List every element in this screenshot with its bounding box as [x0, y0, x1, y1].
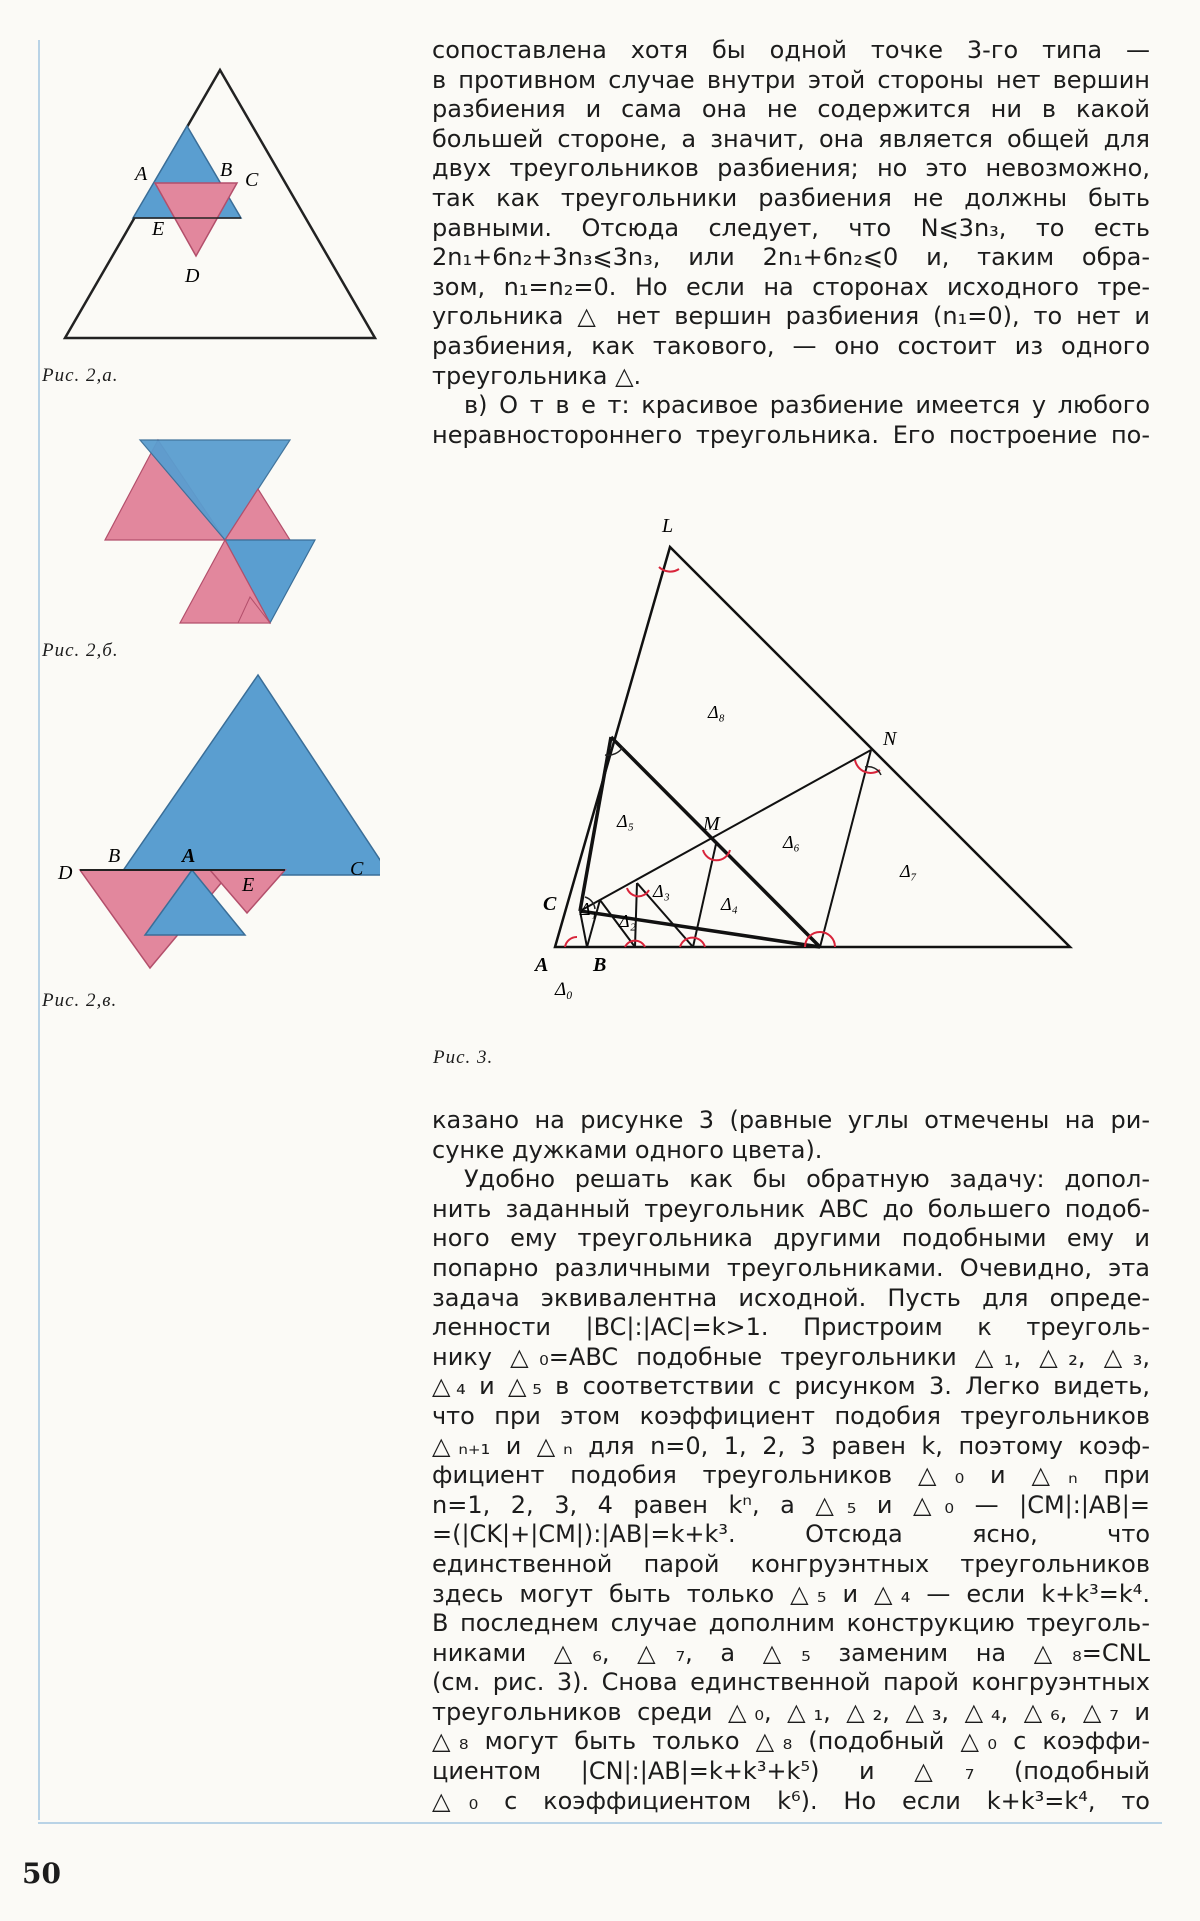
fig3-line-P-C: [580, 737, 611, 911]
fig3-label-delta8: Δ₈: [708, 702, 725, 722]
text-line: попарно различными треугольниками. Очевидно, эта: [432, 1253, 1150, 1282]
text-line: в противном случае внутри этой стороны нет вершин: [432, 65, 1150, 94]
fig3-label-B: B: [593, 954, 607, 976]
text-line: сунке дужками одного цвета).: [432, 1135, 823, 1164]
figure-2a: [55, 60, 385, 350]
text-line: что при этом коэффициент подобия треугольников: [432, 1401, 1150, 1430]
text-line: нить заданный треугольник ABC до большего подоб-: [432, 1194, 1150, 1223]
fig2a-caption: Рис. 2,а.: [42, 365, 119, 386]
page-frame-left: [38, 40, 40, 1820]
fig3-label-N: N: [883, 728, 897, 750]
fig3-label-delta6: Δ₆: [783, 832, 800, 852]
fig3-label-delta4: Δ₄: [721, 894, 738, 914]
text-line: циентом |CN|:|AB|=k+k³+k⁵) и △₇ (подобный: [432, 1757, 1150, 1786]
text-line: казано на рисунке 3 (равные углы отмечены на ри-: [432, 1106, 1150, 1134]
fig2c-label-B: B: [108, 845, 121, 867]
text-line: △₄ и △₅ в соответствии с рисунком 3. Легко видеть,: [432, 1372, 1150, 1401]
fig3-label-A: A: [535, 954, 549, 976]
figure-3: [525, 505, 1085, 1015]
fig2c-label-D: D: [58, 862, 73, 884]
text-line: единственной парой конгруэнтных треугольников: [432, 1549, 1150, 1578]
figure-2c: [50, 665, 380, 975]
fig3-label-delta1: Δ₁: [580, 899, 597, 919]
text-line: двух треугольников разбиения; но это невозможно,: [432, 154, 1150, 183]
fig3-label-delta0: Δ₀: [555, 979, 573, 1000]
text-line: (см. рис. 3). Снова единственной парой конгруэнтных: [432, 1668, 1150, 1697]
text-line: △ₙ₊₁ и △ₙ для n=0, 1, 2, 3 равен k, поэтому коэф-: [432, 1431, 1150, 1460]
text-line: разбиения и сама она не содержится ни в какой: [432, 95, 1150, 124]
text-line: n=1, 2, 3, 4 равен kⁿ, а △₅ и △₀ — |CM|:|AB|=: [432, 1490, 1150, 1519]
text-line: треугольника △.: [432, 361, 642, 390]
fig2c-blue-large: [120, 675, 380, 875]
text-line: ленности |BC|:|AC|=k>1. Пристроим к треуголь-: [432, 1313, 1150, 1342]
fig3-label-L: L: [662, 515, 674, 537]
page-frame-bottom: [38, 1822, 1162, 1824]
text-line: Удобно решать как бы обратную задачу: допол-: [464, 1165, 1150, 1194]
text-line: В последнем случае дополним конструкцию треуголь-: [432, 1609, 1150, 1638]
fig2a-pink-triangle: [155, 183, 237, 256]
text-line: в) О т в е т: красивое разбиение имеется у любого: [464, 391, 1150, 420]
text-line: сопоставлена хотя бы одной точке 3-го типа —: [432, 36, 1150, 64]
fig2c-label-A: A: [182, 845, 196, 867]
fig3-outer-triangle: [555, 547, 1070, 947]
fig2a-label-B: B: [220, 159, 233, 181]
text-line: здесь могут быть только △₅ и △₄ — если k+k³=k⁴.: [432, 1579, 1150, 1608]
fig2b-caption: Рис. 2,б.: [42, 640, 119, 661]
text-block-bottom: [432, 1106, 1150, 1816]
text-block-top: [432, 36, 1150, 450]
fig2c-label-C: C: [350, 858, 364, 880]
fig2a-label-E: E: [152, 218, 165, 240]
text-line: зом, n₁=n₂=0. Но если на сторонах исходного тре-: [432, 272, 1150, 301]
fig3-angle-arc: [565, 937, 577, 947]
text-line: никами △₆, △₇, а △₅ заменим на △₈=CNL: [432, 1638, 1150, 1667]
fig3-label-C: C: [543, 893, 557, 915]
text-line: разбиения, как такового, — оно состоит из одного: [432, 331, 1150, 360]
text-line: равными. Отсюда следует, что N⩽3n₃, то есть: [432, 213, 1150, 242]
text-line: △₈ могут быть только △₈ (подобный △₀ с коэффи-: [432, 1727, 1150, 1756]
fig2a-label-D: D: [185, 265, 200, 287]
text-line: ного ему треугольника другими подобными ему и: [432, 1224, 1150, 1253]
fig2a-label-A: A: [135, 163, 148, 185]
text-line: неравностороннего треугольника. Его построение по-: [432, 420, 1150, 449]
fig3-line-N-Q: [820, 750, 871, 947]
fig3-label-M: M: [703, 813, 720, 835]
text-line: треугольников среди △₀, △₁, △₂, △₃, △₄, △₆, △₇ и: [432, 1697, 1150, 1726]
fig2a-label-C: C: [245, 169, 259, 191]
fig3-label-delta3: Δ₃: [653, 881, 670, 901]
page-number: 50: [22, 1857, 61, 1890]
fig2c-label-E: E: [242, 874, 255, 896]
text-line: =(|CK|+|CM|):|AB|=k+k³. Отсюда ясно, что: [432, 1520, 1150, 1549]
text-line: так как треугольники разбиения не должны быть: [432, 183, 1150, 212]
text-line: большей стороне, а значит, она является общей для: [432, 124, 1150, 153]
text-line: угольника △ нет вершин разбиения (n₁=0), то нет и: [432, 302, 1150, 331]
text-line: фициент подобия треугольников △₀ и △ₙ при: [432, 1461, 1150, 1490]
fig3-label-delta7: Δ₇: [900, 861, 917, 881]
text-line: нику △₀=ABC подобные треугольники △₁, △₂, △₃,: [432, 1342, 1150, 1371]
fig2c-caption: Рис. 2,в.: [42, 990, 118, 1011]
text-line: △₀ с коэффициентом k⁶). Но если k+k³=k⁴, то: [432, 1786, 1150, 1815]
figure-2b: [90, 425, 330, 640]
text-line: 2n₁+6n₂+3n₃⩽3n₃, или 2n₁+6n₂⩽0 и, таким обра-: [432, 243, 1150, 272]
fig3-label-delta2: Δ₂: [619, 911, 636, 931]
text-line: задача эквивалентна исходной. Пусть для опреде-: [432, 1283, 1150, 1312]
fig3-label-delta5: Δ₅: [617, 811, 634, 831]
fig3-caption: Рис. 3.: [433, 1047, 494, 1068]
